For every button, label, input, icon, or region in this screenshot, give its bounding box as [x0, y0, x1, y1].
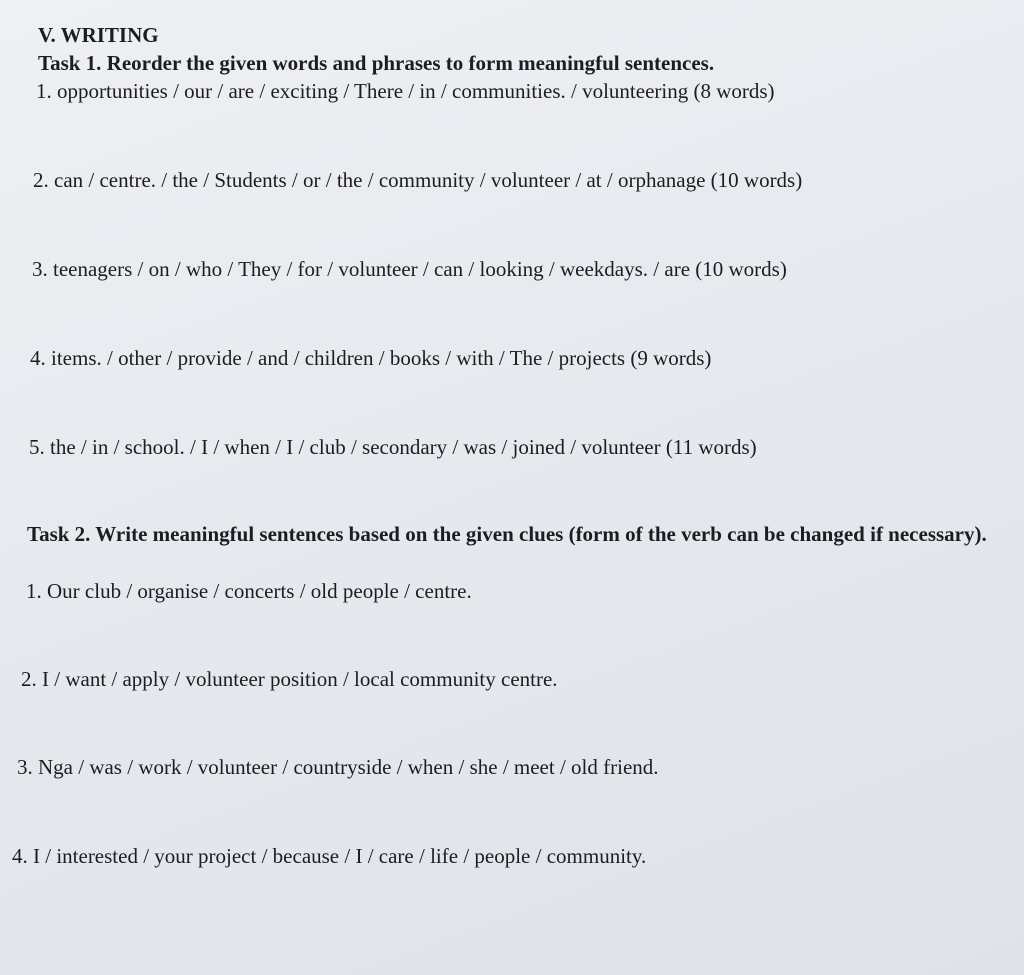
task2-title: Task 2. Write meaningful sentences based on the given clues (form of the verb can be changed if necessary).	[27, 522, 987, 546]
task1-item-5: 5. the / in / school. / I / when / I / club / secondary / was / joined / volunteer (11 words)	[29, 435, 757, 459]
task1-item-3: 3. teenagers / on / who / They / for / volunteer / can / looking / weekdays. / are (10 words)	[32, 257, 787, 281]
task2-item-3: 3. Nga / was / work / volunteer / countryside / when / she / meet / old friend.	[17, 755, 659, 779]
task2-item-1: 1. Our club / organise / concerts / old people / centre.	[26, 579, 472, 603]
task2-item-4: 4. I / interested / your project / because / I / care / life / people / community.	[12, 844, 647, 868]
task2-item-2: 2. I / want / apply / volunteer position / local community centre.	[21, 667, 558, 691]
section-title: V. WRITING	[38, 23, 159, 47]
task1-item-4: 4. items. / other / provide / and / children / books / with / The / projects (9 words)	[30, 346, 712, 370]
task1-title: Task 1. Reorder the given words and phrases to form meaningful sentences.	[38, 51, 715, 75]
task1-item-1: 1. opportunities / our / are / exciting / There / in / communities. / volunteering (8 words)	[36, 79, 775, 103]
task1-item-2: 2. can / centre. / the / Students / or / the / community / volunteer / at / orphanage (10 words)	[33, 168, 803, 192]
